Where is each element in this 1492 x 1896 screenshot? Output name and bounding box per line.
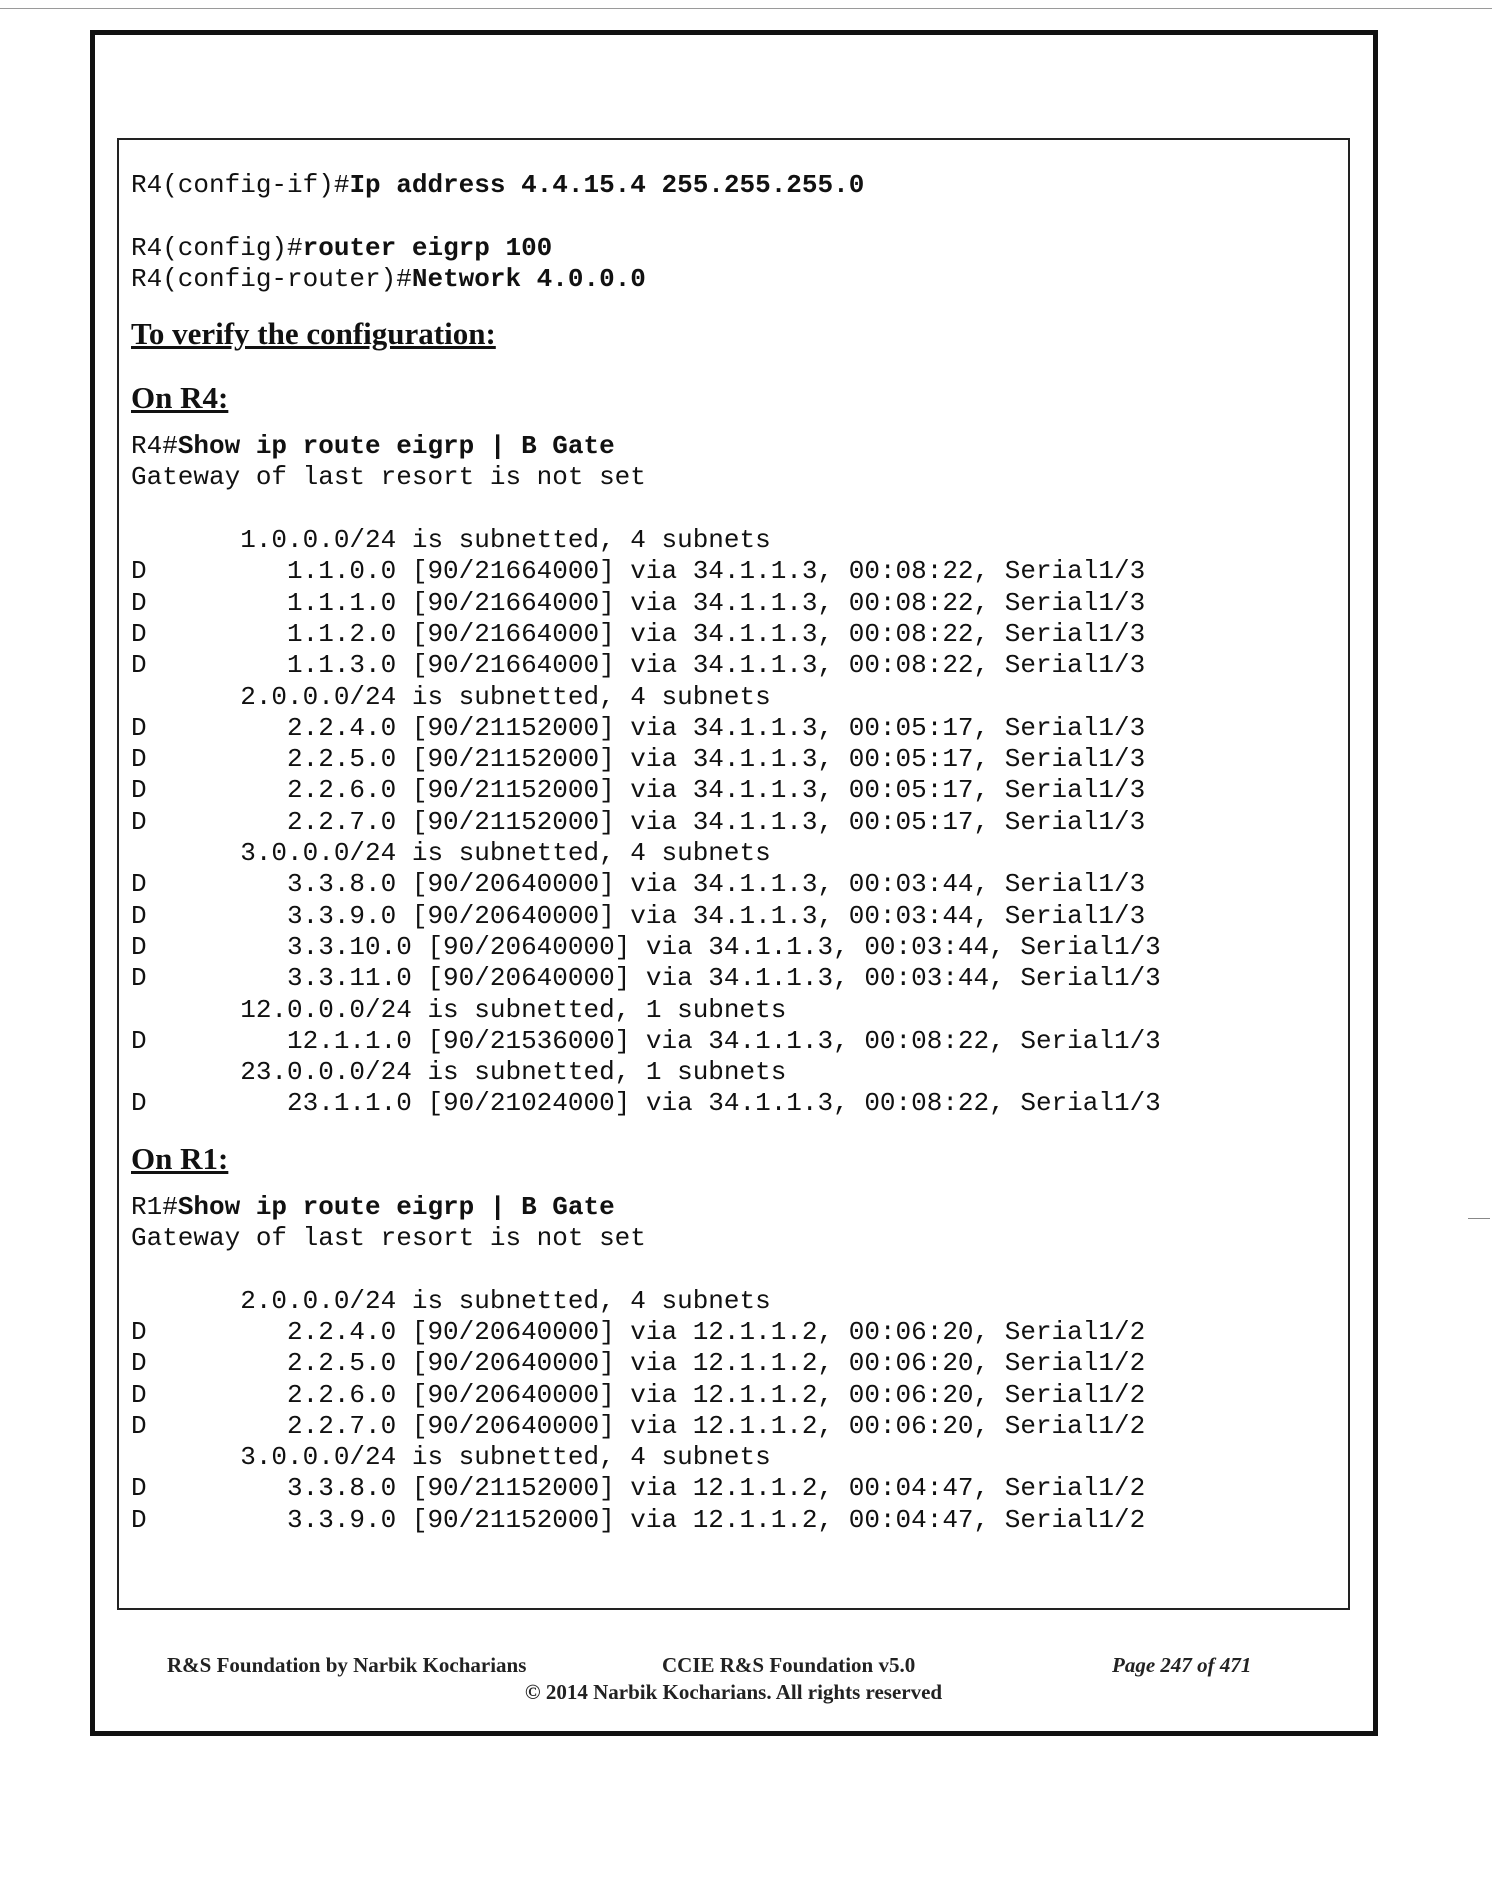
route-line: D 2.2.4.0 [90/21152000] via 34.1.1.3, 00:05:17, Serial1/3	[131, 712, 1146, 743]
route-line: D 3.3.9.0 [90/20640000] via 34.1.1.3, 00:03:44, Serial1/3	[131, 900, 1146, 931]
route-line: D 2.2.6.0 [90/20640000] via 12.1.1.2, 00:06:20, Serial1/2	[131, 1379, 1146, 1410]
command: Show ip route eigrp | B Gate	[177, 1191, 615, 1222]
command: Ip address 4.4.15.4 255.255.255.0	[349, 170, 865, 200]
content-box	[117, 138, 1350, 1610]
route-line: D 3.3.9.0 [90/21152000] via 12.1.1.2, 00:04:47, Serial1/2	[131, 1504, 1146, 1535]
command: Network 4.0.0.0	[411, 263, 646, 294]
route-line: D 2.2.5.0 [90/21152000] via 34.1.1.3, 00:05:17, Serial1/3	[131, 744, 1146, 775]
prompt: R4(config)#	[131, 232, 303, 263]
config-line-network	[131, 264, 1338, 295]
r1-heading: On R1:	[131, 1140, 229, 1176]
route-line: D 2.2.4.0 [90/20640000] via 12.1.1.2, 00:06:20, Serial1/2	[131, 1316, 1146, 1347]
r1-gateway-line: Gateway of last resort is not set	[131, 1223, 646, 1254]
route-line: 12.0.0.0/24 is subnetted, 1 subnets	[131, 994, 787, 1025]
route-line: D 2.2.5.0 [90/20640000] via 12.1.1.2, 00:06:20, Serial1/2	[131, 1348, 1146, 1379]
prompt: R4(config-router)#	[131, 263, 412, 294]
route-line: 3.0.0.0/24 is subnetted, 4 subnets	[131, 838, 771, 869]
route-line: D 23.1.1.0 [90/21024000] via 34.1.1.3, 00:08:22, Serial1/3	[131, 1088, 1161, 1119]
config-line-router-eigrp	[131, 233, 1338, 264]
route-line: 1.0.0.0/24 is subnetted, 4 subnets	[131, 525, 771, 556]
route-line: 23.0.0.0/24 is subnetted, 1 subnets	[131, 1057, 787, 1088]
footer-book-title: R&S Foundation by Narbik Kocharians	[167, 1653, 527, 1677]
route-line: D 1.1.0.0 [90/21664000] via 34.1.1.3, 00:08:22, Serial1/3	[131, 556, 1146, 587]
route-line: D 2.2.7.0 [90/20640000] via 12.1.1.2, 00:06:20, Serial1/2	[131, 1410, 1146, 1441]
footer-edition: CCIE R&S Foundation v5.0	[662, 1653, 916, 1677]
config-line-ip-address	[131, 170, 1338, 201]
prompt: R4(config-if)#	[131, 170, 350, 200]
prompt: R4#	[131, 431, 178, 462]
route-line: D 3.3.10.0 [90/20640000] via 34.1.1.3, 00:03:44, Serial1/3	[131, 931, 1161, 962]
route-line: D 12.1.1.0 [90/21536000] via 34.1.1.3, 00:08:22, Serial1/3	[131, 1025, 1161, 1056]
r1-route-table	[131, 1286, 1338, 1536]
route-line: 3.0.0.0/24 is subnetted, 4 subnets	[131, 1442, 771, 1473]
r4-show-command	[131, 431, 1338, 462]
route-line: 2.0.0.0/24 is subnetted, 4 subnets	[131, 1285, 771, 1316]
route-line: D 2.2.6.0 [90/21152000] via 34.1.1.3, 00:05:17, Serial1/3	[131, 775, 1146, 806]
prompt: R1#	[131, 1191, 178, 1222]
r4-gateway-line: Gateway of last resort is not set	[131, 462, 646, 493]
command: Show ip route eigrp | B Gate	[177, 431, 615, 462]
route-line: D 3.3.8.0 [90/20640000] via 34.1.1.3, 00:03:44, Serial1/3	[131, 869, 1146, 900]
route-line: D 2.2.7.0 [90/21152000] via 34.1.1.3, 00:05:17, Serial1/3	[131, 806, 1146, 837]
content-inner	[131, 170, 1338, 1536]
r4-route-table	[131, 525, 1338, 1120]
route-line: 2.0.0.0/24 is subnetted, 4 subnets	[131, 681, 771, 712]
footer-page-number: Page 247 of 471	[1112, 1653, 1252, 1677]
route-line: D 3.3.8.0 [90/21152000] via 12.1.1.2, 00:04:47, Serial1/2	[131, 1473, 1146, 1504]
r4-heading: On R4:	[131, 380, 229, 416]
route-line: D 1.1.2.0 [90/21664000] via 34.1.1.3, 00:08:22, Serial1/3	[131, 618, 1146, 649]
command: router eigrp 100	[302, 232, 553, 263]
margin-tick	[1468, 1218, 1490, 1219]
footer-copyright: © 2014 Narbik Kocharians. All rights reserved	[524, 1680, 943, 1704]
r1-show-command	[131, 1192, 1338, 1223]
top-scan-rule	[0, 8, 1492, 9]
verify-heading: To verify the configuration:	[131, 316, 496, 352]
route-line: D 1.1.1.0 [90/21664000] via 34.1.1.3, 00:08:22, Serial1/3	[131, 587, 1146, 618]
route-line: D 3.3.11.0 [90/20640000] via 34.1.1.3, 00:03:44, Serial1/3	[131, 963, 1161, 994]
route-line: D 1.1.3.0 [90/21664000] via 34.1.1.3, 00:08:22, Serial1/3	[131, 650, 1146, 681]
